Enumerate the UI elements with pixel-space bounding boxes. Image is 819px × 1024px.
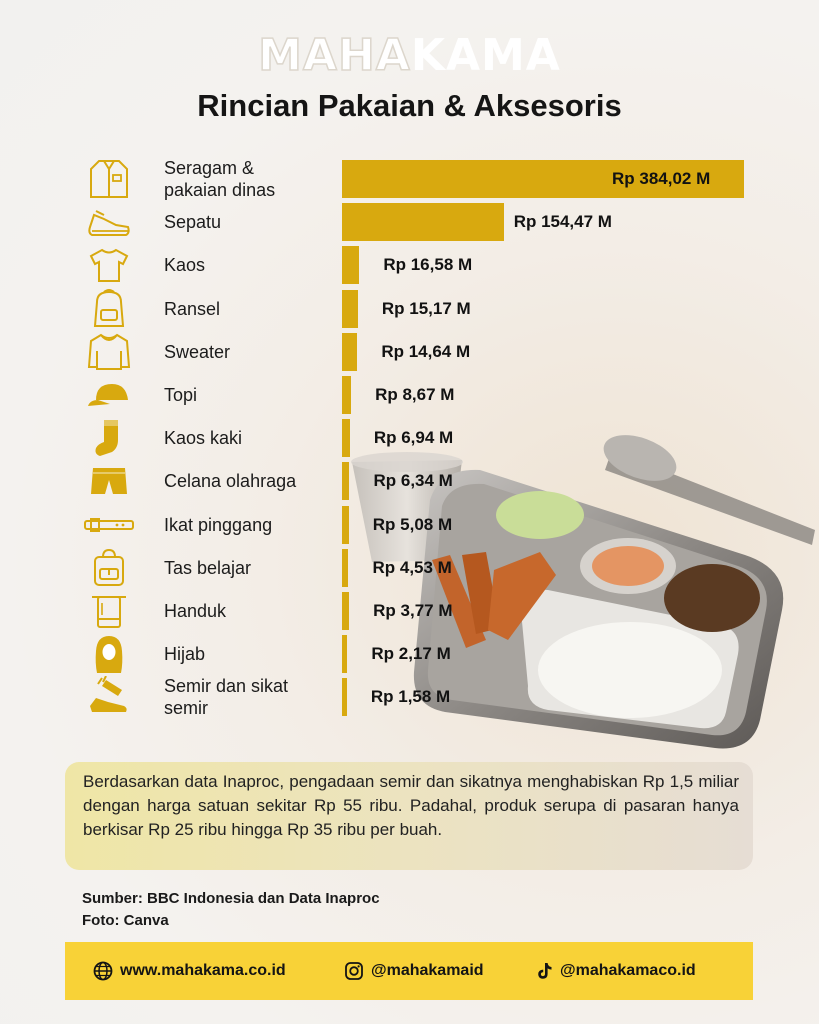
shoe-polish-icon bbox=[82, 675, 136, 719]
shirt-uniform-icon bbox=[82, 157, 136, 201]
value-label: Rp 4,53 M bbox=[372, 557, 452, 577]
value-label: Rp 6,94 M bbox=[373, 428, 454, 448]
photo-credit-line: Foto: Canva bbox=[82, 912, 169, 929]
bar bbox=[342, 290, 358, 328]
bar bbox=[342, 592, 349, 630]
value-label: Rp 384,02 M bbox=[612, 169, 711, 188]
category-label: Hijab bbox=[164, 644, 206, 665]
value-label: Rp 154,47 M bbox=[513, 212, 612, 232]
school-bag-icon bbox=[82, 546, 136, 590]
logo-part-1: MAHA bbox=[258, 30, 411, 81]
tiktok-icon bbox=[535, 961, 553, 981]
backpack-icon bbox=[82, 287, 136, 331]
sock-icon bbox=[82, 416, 136, 460]
bar bbox=[342, 549, 348, 587]
shorts-icon bbox=[82, 459, 136, 503]
footer-bar bbox=[65, 942, 753, 1000]
value-label: Rp 16,58 M bbox=[383, 255, 473, 275]
instagram-text: @mahakamaid bbox=[371, 962, 484, 979]
value-label: Rp 6,34 M bbox=[373, 471, 453, 491]
value-label: Rp 14,64 M bbox=[381, 341, 471, 361]
category-label: Celana olahraga bbox=[164, 471, 297, 492]
category-label: Sweater bbox=[164, 341, 231, 362]
bar bbox=[342, 376, 351, 414]
bar bbox=[342, 678, 347, 716]
note-box bbox=[65, 762, 753, 870]
category-label: Kaos bbox=[164, 255, 206, 276]
logo-part-2: KAMA bbox=[410, 30, 561, 81]
bar bbox=[342, 333, 357, 371]
value-label: Rp 5,08 M bbox=[372, 514, 453, 534]
category-label: Topi bbox=[164, 385, 198, 405]
bar bbox=[342, 419, 350, 457]
category-label: Ransel bbox=[164, 298, 221, 319]
bar bbox=[342, 506, 349, 544]
footer-instagram[interactable] bbox=[344, 961, 484, 981]
tshirt-icon bbox=[82, 243, 136, 287]
sweater-icon bbox=[82, 330, 136, 374]
value-label: Rp 8,67 M bbox=[375, 385, 455, 404]
value-label: Rp 2,17 M bbox=[371, 644, 451, 664]
value-label: Rp 1,58 M bbox=[370, 687, 451, 707]
website-text: www.mahakama.co.id bbox=[120, 962, 286, 979]
footer-tiktok[interactable] bbox=[535, 961, 696, 981]
page-title: Rincian Pakaian & Aksesoris bbox=[197, 88, 622, 123]
value-label: Rp 3,77 M bbox=[373, 601, 453, 620]
category-label: Handuk bbox=[164, 601, 227, 621]
source-credits bbox=[82, 888, 380, 932]
category-label: Ikat pinggang bbox=[164, 514, 273, 535]
category-label: Kaos kaki bbox=[164, 428, 243, 449]
bar bbox=[342, 462, 349, 500]
instagram-icon bbox=[344, 961, 364, 981]
category-label: Seragam & pakaian dinas bbox=[164, 158, 276, 200]
note-text: Berdasarkan data Inaproc, pengadaan semir dan sikatnya menghabiskan Rp 1,5 miliar dengan harga satuan sekitar Rp 55 ribu. Padahal, produk serupa di pasaran hanya berkisar Rp 25 ribu hingga Rp 35 ribu per buah. bbox=[83, 772, 739, 839]
towel-icon bbox=[82, 589, 136, 633]
source-line: Sumber: BBC Indonesia dan Data Inaproc bbox=[82, 890, 380, 907]
cap-icon bbox=[82, 373, 136, 417]
category-label: Tas belajar bbox=[164, 557, 252, 578]
footer-website[interactable] bbox=[93, 961, 286, 981]
bar bbox=[342, 635, 347, 673]
category-label: Semir dan sikat semir bbox=[164, 676, 289, 719]
shoes-icon bbox=[82, 200, 136, 244]
value-label: Rp 15,17 M bbox=[381, 298, 471, 318]
category-label: Sepatu bbox=[164, 212, 222, 233]
tiktok-text: @mahakamaco.id bbox=[560, 962, 696, 979]
hijab-icon bbox=[82, 632, 136, 676]
bar bbox=[342, 203, 504, 241]
belt-icon bbox=[82, 503, 136, 547]
globe-icon bbox=[93, 961, 113, 981]
bar bbox=[342, 246, 359, 284]
